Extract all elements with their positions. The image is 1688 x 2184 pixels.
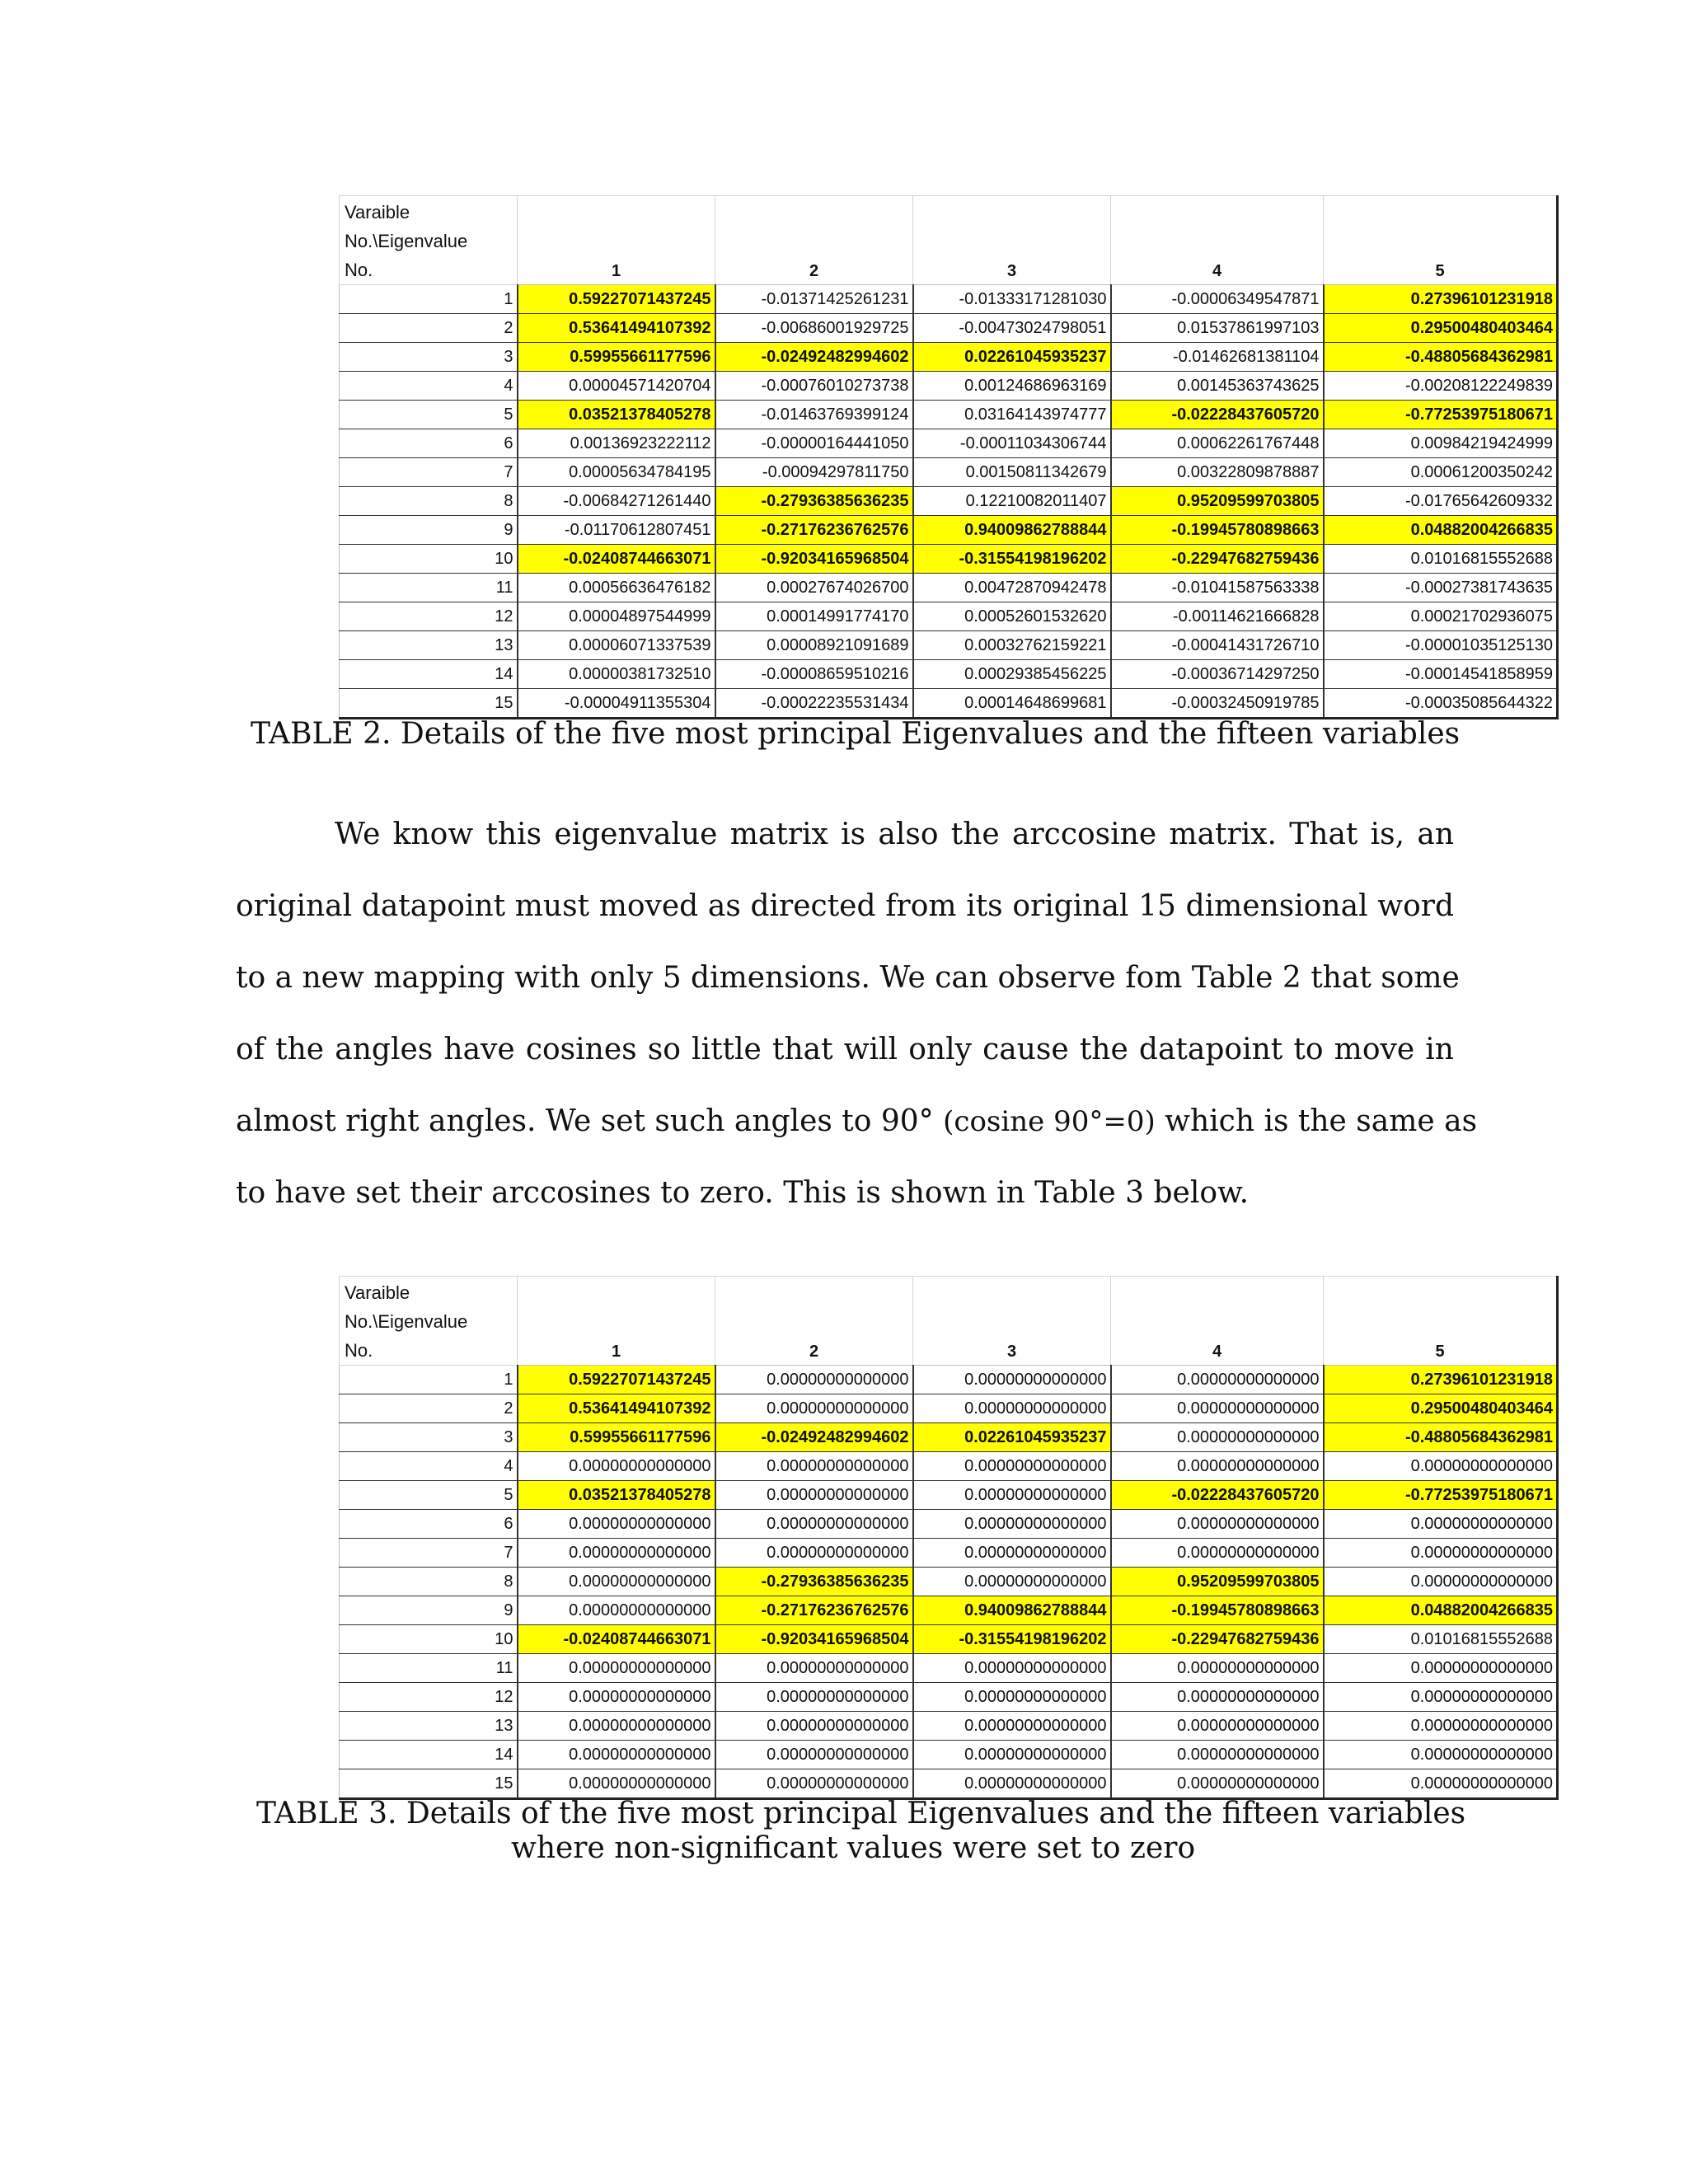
row-number: 15 [340,1769,518,1799]
row-number: 11 [340,1654,518,1683]
table-cell: -0.00036714297250 [1111,660,1324,689]
row-number: 6 [340,1510,518,1539]
row-number: 8 [340,1568,518,1596]
table-cell: 0.00000000000000 [1111,1366,1324,1394]
table-cell: 0.00006071337539 [518,631,715,660]
table-cell: -0.00032450919785 [1111,689,1324,719]
table-cell: -0.00094297811750 [715,458,913,487]
table-cell: 0.00000000000000 [913,1481,1111,1510]
table-2-grid [339,195,1559,719]
table-cell: 0.00032762159221 [913,631,1111,660]
table-cell: -0.00004911355304 [518,689,715,719]
highlighted-cell: -0.27176236762576 [715,516,913,545]
table-cell: 0.00000000000000 [1324,1568,1558,1596]
highlighted-cell: 0.02261045935237 [913,1423,1111,1452]
column-header: 3 [913,1277,1111,1366]
highlighted-cell: -0.22947682759436 [1111,1625,1324,1654]
table-cell: 0.00000000000000 [1111,1741,1324,1769]
table-cell: 0.00000000000000 [518,1741,715,1769]
row-number: 7 [340,1539,518,1568]
row-number: 3 [340,1423,518,1452]
highlighted-cell: 0.59227071437245 [518,285,715,314]
table-cell: -0.01462681381104 [1111,343,1324,372]
table-row [340,545,1558,574]
highlighted-cell: -0.27936385636235 [715,487,913,516]
table-row [340,631,1558,660]
table-cell: 0.00004571420704 [518,372,715,401]
table-row [340,487,1558,516]
paragraph-line-text: almost right angles. We set such angles to 90° [236,1104,944,1138]
table-cell: 0.00000000000000 [1111,1769,1324,1799]
table-cell: -0.00208122249839 [1324,372,1558,401]
column-header: 4 [1111,1277,1324,1366]
table-row [340,516,1558,545]
table-cell: 0.00000000000000 [1111,1452,1324,1481]
table-cell: 0.00000000000000 [1111,1539,1324,1568]
column-header: 3 [913,196,1111,285]
row-number: 4 [340,372,518,401]
column-header: 5 [1324,196,1558,285]
table-cell: -0.00006349547871 [1111,285,1324,314]
table-cell: 0.00000000000000 [518,1712,715,1741]
highlighted-cell: -0.19945780898663 [1111,1596,1324,1625]
table-cell: 0.00000000000000 [1111,1654,1324,1683]
highlighted-cell: -0.02228437605720 [1111,1481,1324,1510]
row-number: 12 [340,1683,518,1712]
highlighted-cell: 0.59227071437245 [518,1366,715,1394]
table-cell: 0.00000000000000 [518,1769,715,1799]
row-number: 8 [340,487,518,516]
header-label-line: Varaible [345,202,410,223]
row-number: 14 [340,660,518,689]
table-cell: 0.00004897544999 [518,602,715,631]
table-cell: -0.00014541858959 [1324,660,1558,689]
column-header: 2 [715,1277,913,1366]
highlighted-cell: -0.27176236762576 [715,1596,913,1625]
table-cell: 0.00000000000000 [518,1539,715,1568]
table-cell: 0.00000000000000 [518,1568,715,1596]
table-cell: 0.00322809878887 [1111,458,1324,487]
table-row [340,372,1558,401]
paragraph-line: to a new mapping with only 5 dimensions. We can observe fom Table 2 that some [236,961,1460,995]
table-cell: 0.00000000000000 [913,1568,1111,1596]
header-label [340,1277,518,1366]
table-cell: 0.00984219424999 [1324,429,1558,458]
row-number: 5 [340,1481,518,1510]
table-row [340,602,1558,631]
highlighted-cell: 0.59955661177596 [518,1423,715,1452]
row-number: 11 [340,574,518,602]
header-label-line: No. [345,1340,373,1361]
table-cell: -0.00684271261440 [518,487,715,516]
paragraph-line [236,1104,1478,1179]
table-cell: 0.00000000000000 [1111,1712,1324,1741]
row-number: 10 [340,545,518,574]
table-cell: 0.00000000000000 [518,1683,715,1712]
highlighted-cell: -0.02492482994602 [715,1423,913,1452]
table-3-caption-line2: where non-significant values were set to zero [511,1831,1196,1865]
table-cell: 0.00000000000000 [1324,1741,1558,1769]
table-cell: 0.00000000000000 [1324,1769,1558,1799]
table-cell: 0.00000000000000 [1111,1683,1324,1712]
table-cell: -0.01170612807451 [518,516,715,545]
table-cell: 0.00005634784195 [518,458,715,487]
table-cell: 0.00000000000000 [1111,1510,1324,1539]
table-cell: 0.00000000000000 [913,1394,1111,1423]
table-row [340,401,1558,429]
highlighted-cell: -0.02492482994602 [715,343,913,372]
table-cell: 0.01537861997103 [1111,314,1324,343]
highlighted-cell: 0.04882004266835 [1324,516,1558,545]
row-number: 1 [340,1366,518,1394]
row-number: 13 [340,1712,518,1741]
table-row [340,1452,1558,1481]
table-3-caption-line1: TABLE 3. Details of the five most principal Eigenvalues and the fifteen variables [256,1797,1466,1830]
highlighted-cell: -0.77253975180671 [1324,1481,1558,1510]
row-number: 7 [340,458,518,487]
table-cell: 0.00000000000000 [715,1769,913,1799]
row-number: 14 [340,1741,518,1769]
column-header: 5 [1324,1277,1558,1366]
row-number: 2 [340,1394,518,1423]
highlighted-cell: 0.27396101231918 [1324,1366,1558,1394]
table-cell: 0.00021702936075 [1324,602,1558,631]
table-cell: -0.00076010273738 [715,372,913,401]
header-label-line: No.\Eigenvalue [345,231,468,251]
table-cell: -0.01333171281030 [913,285,1111,314]
header-label [340,196,518,285]
highlighted-cell: 0.29500480403464 [1324,314,1558,343]
table-cell: 0.00000000000000 [1111,1394,1324,1423]
table-cell: 0.00000000000000 [518,1654,715,1683]
row-number: 9 [340,1596,518,1625]
table-cell: 0.00027674026700 [715,574,913,602]
table-cell: 0.00000000000000 [518,1452,715,1481]
table-row [340,1539,1558,1568]
table-cell: -0.00114621666828 [1111,602,1324,631]
row-number: 13 [340,631,518,660]
row-number: 4 [340,1452,518,1481]
column-header: 4 [1111,196,1324,285]
table-cell: 0.00008921091689 [715,631,913,660]
table-cell: 0.12210082011407 [913,487,1111,516]
table-cell: 0.00000000000000 [518,1596,715,1625]
table-cell: -0.00022235531434 [715,689,913,719]
row-number: 9 [340,516,518,545]
table-row [340,1769,1558,1799]
row-number: 5 [340,401,518,429]
table-cell: 0.00000000000000 [1324,1712,1558,1741]
table-cell: 0.00150811342679 [913,458,1111,487]
table-row [340,343,1558,372]
table-row [340,1481,1558,1510]
table-cell: 0.00000000000000 [715,1683,913,1712]
table-row [340,285,1558,314]
table-cell: 0.01016815552688 [1324,545,1558,574]
highlighted-cell: 0.53641494107392 [518,1394,715,1423]
table-cell: -0.01041587563338 [1111,574,1324,602]
column-header: 1 [518,1277,715,1366]
table-row [340,458,1558,487]
highlighted-cell: 0.95209599703805 [1111,487,1324,516]
table-cell: 0.00000000000000 [913,1452,1111,1481]
column-header: 1 [518,196,715,285]
table-cell: 0.00472870942478 [913,574,1111,602]
table-cell: -0.00008659510216 [715,660,913,689]
paragraph-line: of the angles have cosines so little that will only cause the datapoint to move in [236,1033,1454,1066]
highlighted-cell: 0.03521378405278 [518,1481,715,1510]
row-number: 3 [340,343,518,372]
table-cell: 0.00000000000000 [1324,1510,1558,1539]
table-cell: 0.00061200350242 [1324,458,1558,487]
highlighted-cell: -0.48805684362981 [1324,1423,1558,1452]
highlighted-cell: -0.22947682759436 [1111,545,1324,574]
table-cell: 0.00000000000000 [715,1741,913,1769]
table-cell: 0.00000000000000 [913,1741,1111,1769]
paragraph-line: original datapoint must moved as directed from its original 15 dimensional word [236,889,1454,923]
table-cell: 0.00145363743625 [1111,372,1324,401]
body-paragraph [236,818,1478,1250]
table-cell: 0.00124686963169 [913,372,1111,401]
table-row [340,1366,1558,1394]
highlighted-cell: -0.77253975180671 [1324,401,1558,429]
highlighted-cell: 0.27396101231918 [1324,285,1558,314]
table-cell: 0.00029385456225 [913,660,1111,689]
highlighted-cell: -0.31554198196202 [913,545,1111,574]
table-cell: 0.03164143974777 [913,401,1111,429]
header-label-line: No.\Eigenvalue [345,1311,468,1332]
table-cell: 0.00000000000000 [715,1712,913,1741]
table-cell: 0.00000000000000 [913,1510,1111,1539]
table-3 [339,1276,1557,1800]
table-cell: 0.00000000000000 [913,1769,1111,1799]
highlighted-cell: 0.59955661177596 [518,343,715,372]
paragraph-line-text: which is the same as [1155,1104,1478,1138]
table-row [340,314,1558,343]
table-cell: 0.00056636476182 [518,574,715,602]
table-row [340,1712,1558,1741]
table-cell: -0.00686001929725 [715,314,913,343]
table-cell: -0.01371425261231 [715,285,913,314]
table-cell: 0.00000000000000 [715,1654,913,1683]
table-cell: 0.00000000000000 [1324,1654,1558,1683]
header-row [340,1277,1558,1366]
table-cell: 0.00000000000000 [1324,1539,1558,1568]
table-cell: 0.00000000000000 [518,1510,715,1539]
highlighted-cell: -0.92034165968504 [715,545,913,574]
cosine-note: (cosine 90°=0) [943,1105,1156,1138]
table-cell: -0.00473024798051 [913,314,1111,343]
row-number: 12 [340,602,518,631]
table-cell: 0.00000000000000 [1111,1423,1324,1452]
table-row [340,1423,1558,1452]
row-number: 2 [340,314,518,343]
table-cell: -0.01765642609332 [1324,487,1558,516]
row-number: 6 [340,429,518,458]
highlighted-cell: -0.92034165968504 [715,1625,913,1654]
table-cell: 0.00000000000000 [913,1366,1111,1394]
table-cell: 0.00000000000000 [715,1481,913,1510]
highlighted-cell: -0.02408744663071 [518,1625,715,1654]
highlighted-cell: 0.04882004266835 [1324,1596,1558,1625]
table-row [340,429,1558,458]
highlighted-cell: 0.94009862788844 [913,1596,1111,1625]
column-header: 2 [715,196,913,285]
row-number: 15 [340,689,518,719]
table-cell: 0.00136923222112 [518,429,715,458]
table-row [340,1596,1558,1625]
table-cell: 0.00000000000000 [715,1452,913,1481]
table-cell: 0.00000000000000 [913,1654,1111,1683]
table-2-caption: TABLE 2. Details of the five most principal Eigenvalues and the fifteen variables [251,717,1461,751]
table-row [340,1510,1558,1539]
table-cell: 0.00000000000000 [1324,1452,1558,1481]
table-cell: -0.00000164441050 [715,429,913,458]
highlighted-cell: -0.48805684362981 [1324,343,1558,372]
table-row [340,1568,1558,1596]
table-2 [339,195,1557,719]
header-label-line: No. [345,260,373,280]
highlighted-cell: -0.27936385636235 [715,1568,913,1596]
table-cell: 0.00000000000000 [715,1539,913,1568]
table-row [340,1654,1558,1683]
table-cell: 0.00000000000000 [715,1366,913,1394]
highlighted-cell: 0.29500480403464 [1324,1394,1558,1423]
table-row [340,1394,1558,1423]
table-cell: 0.01016815552688 [1324,1625,1558,1654]
paragraph-line: We know this eigenvalue matrix is also the arccosine matrix. That is, an [335,818,1454,851]
table-cell: 0.00014648699681 [913,689,1111,719]
paragraph-line: to have set their arccosines to zero. This is shown in Table 3 below. [236,1176,1250,1210]
table-row [340,1683,1558,1712]
header-row [340,196,1558,285]
table-row [340,1625,1558,1654]
table-cell: -0.00011034306744 [913,429,1111,458]
highlighted-cell: -0.02408744663071 [518,545,715,574]
table-row [340,660,1558,689]
table-cell: -0.00041431726710 [1111,631,1324,660]
table-cell: 0.00000000000000 [1324,1683,1558,1712]
highlighted-cell: -0.19945780898663 [1111,516,1324,545]
table-cell: 0.00052601532620 [913,602,1111,631]
table-cell: -0.00035085644322 [1324,689,1558,719]
table-cell: -0.00027381743635 [1324,574,1558,602]
table-row [340,689,1558,719]
highlighted-cell: 0.95209599703805 [1111,1568,1324,1596]
table-cell: 0.00000000000000 [913,1539,1111,1568]
table-row [340,1741,1558,1769]
header-label-line: Varaible [345,1282,410,1303]
highlighted-cell: -0.02228437605720 [1111,401,1324,429]
table-cell: 0.00062261767448 [1111,429,1324,458]
row-number: 1 [340,285,518,314]
highlighted-cell: 0.03521378405278 [518,401,715,429]
table-cell: -0.00001035125130 [1324,631,1558,660]
row-number: 10 [340,1625,518,1654]
table-cell: 0.00014991774170 [715,602,913,631]
table-cell: 0.00000000000000 [913,1683,1111,1712]
table-cell: 0.00000000000000 [715,1394,913,1423]
table-cell: 0.00000000000000 [715,1510,913,1539]
table-row [340,574,1558,602]
highlighted-cell: 0.53641494107392 [518,314,715,343]
highlighted-cell: 0.02261045935237 [913,343,1111,372]
table-3-grid [339,1276,1559,1800]
highlighted-cell: -0.31554198196202 [913,1625,1111,1654]
highlighted-cell: 0.94009862788844 [913,516,1111,545]
table-cell: -0.01463769399124 [715,401,913,429]
table-cell: 0.00000000000000 [913,1712,1111,1741]
table-cell: 0.00000381732510 [518,660,715,689]
